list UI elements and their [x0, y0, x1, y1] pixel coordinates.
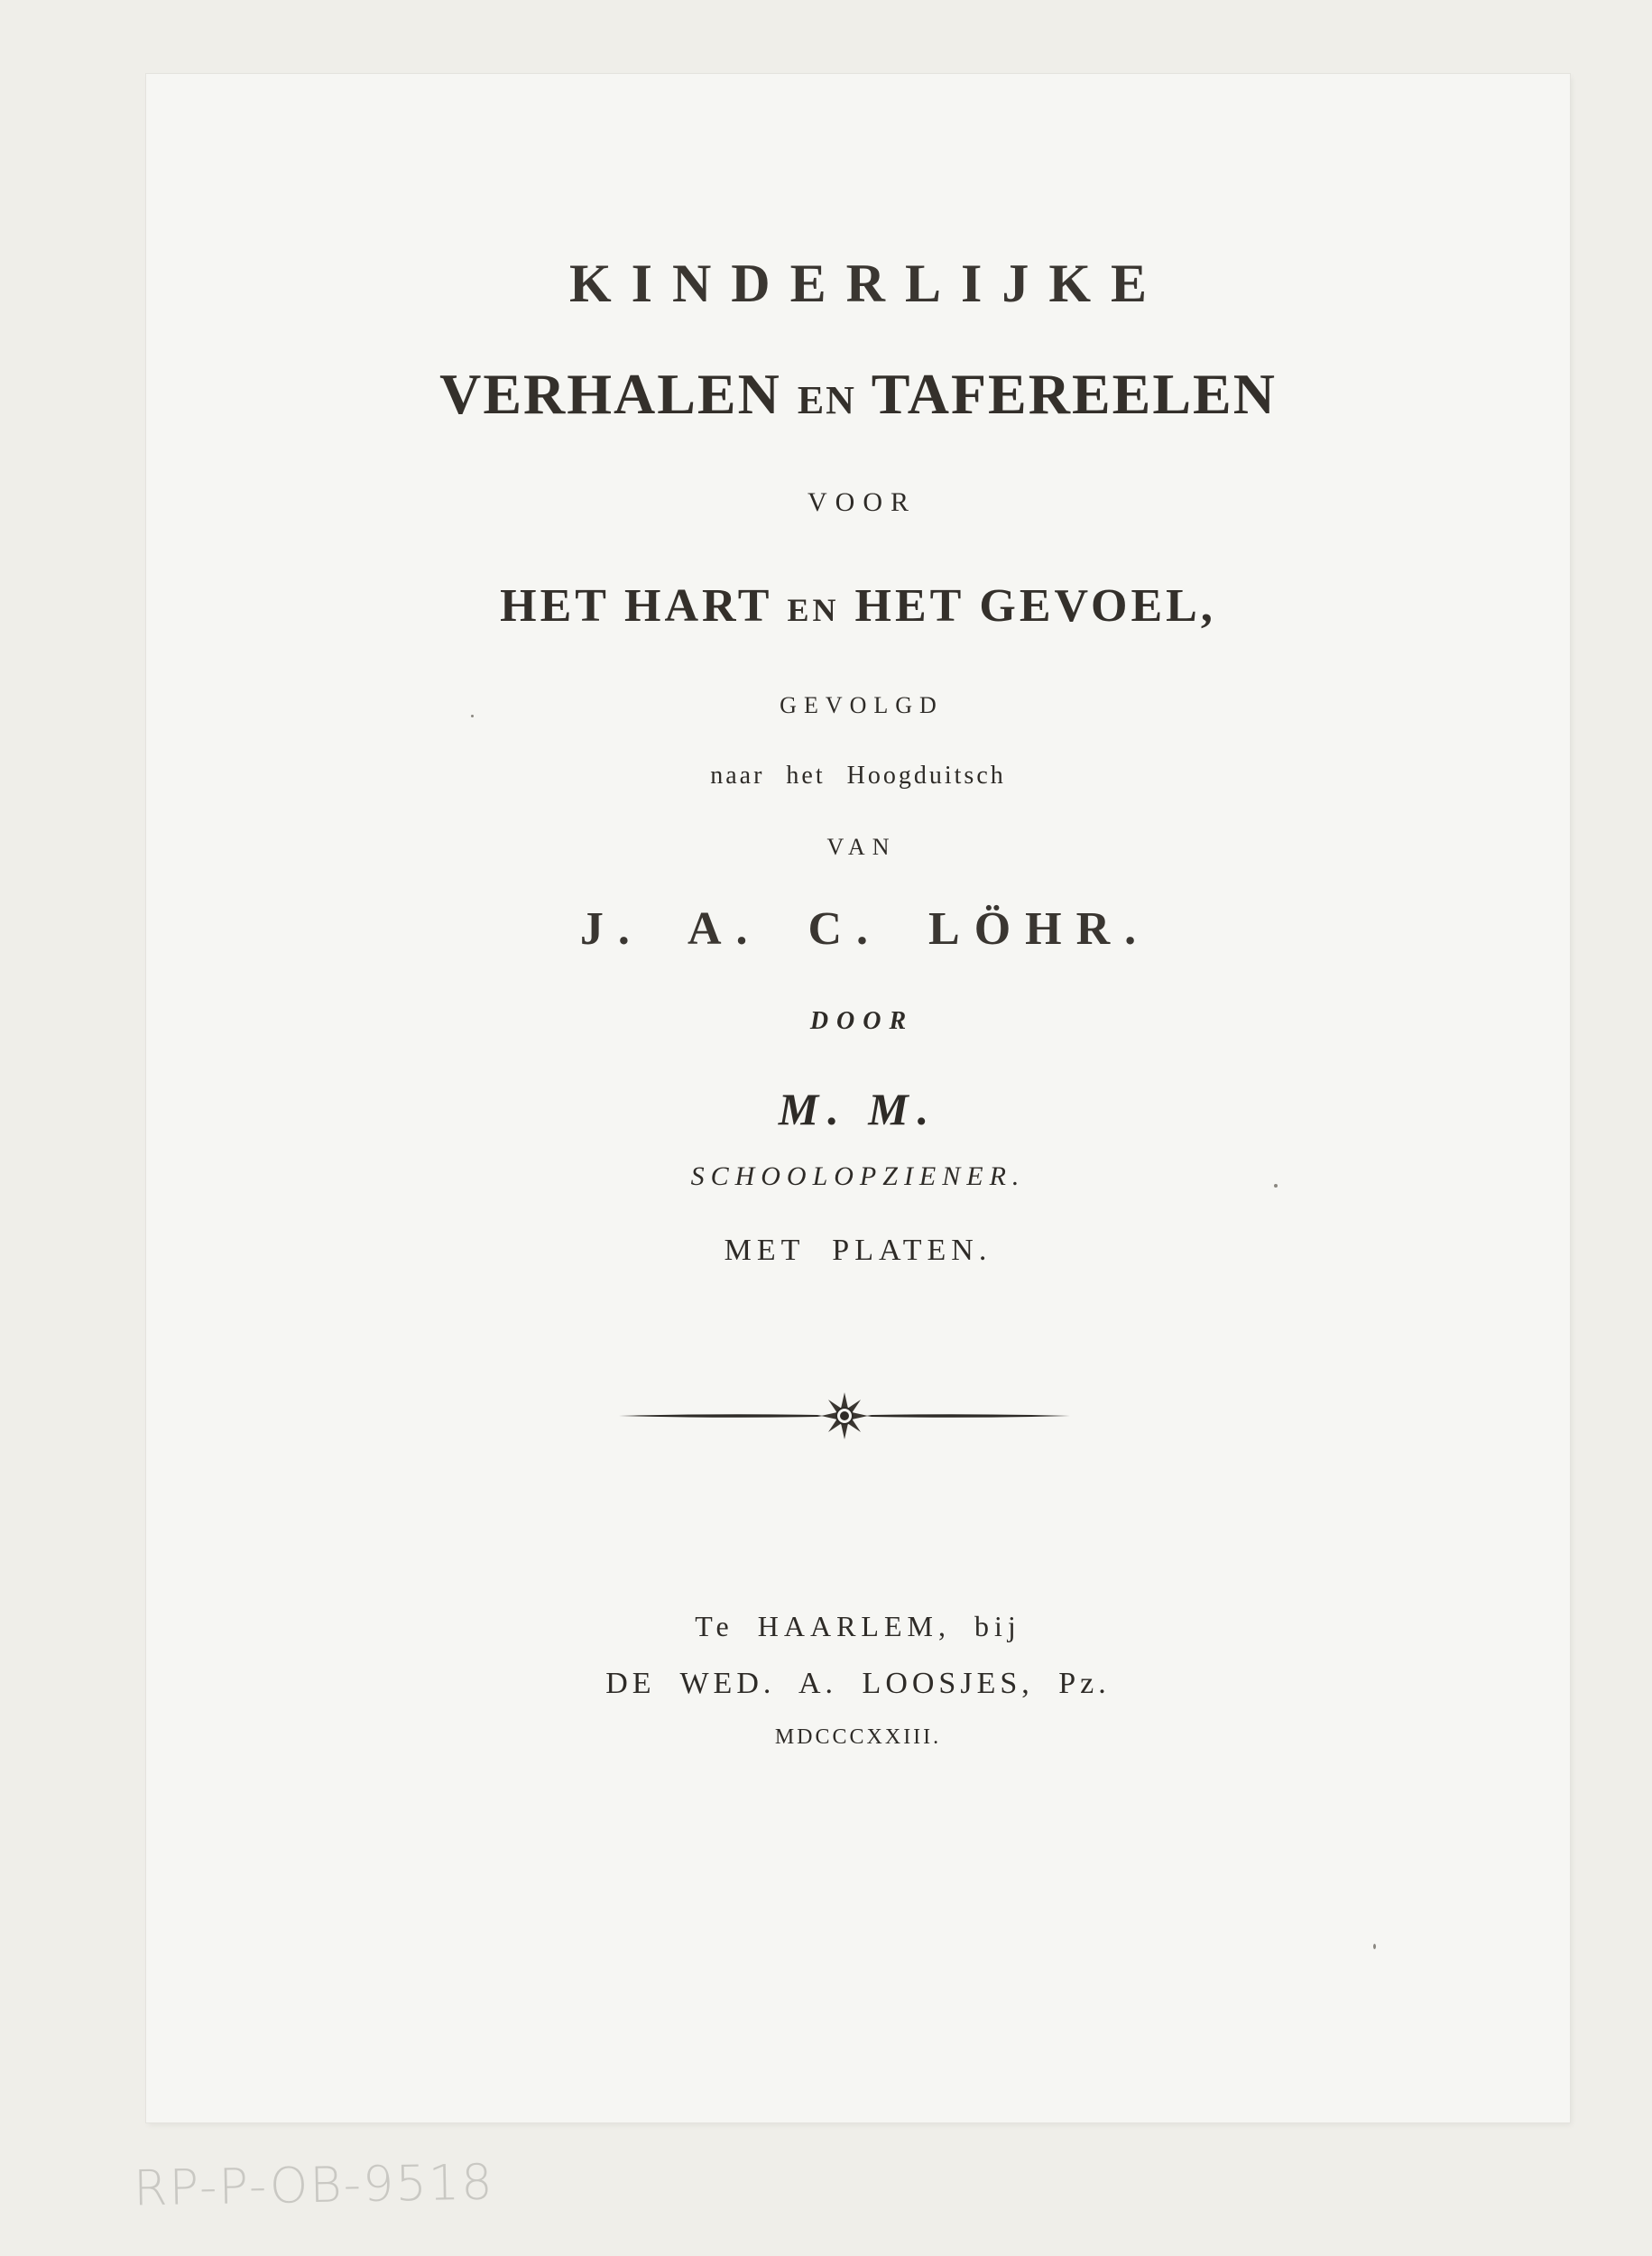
subtitle-het-hart: HET HART [500, 580, 772, 632]
sunburst-rule-ornament-icon [619, 1387, 1070, 1445]
imprint-year: MDCCCXXIII. [774, 1725, 942, 1749]
naar-line: naar het Hoogduitsch [710, 762, 1006, 790]
paper-speck [471, 715, 474, 717]
subtitle-het-gevoel: HET GEVOEL, [854, 580, 1216, 632]
van-line: VAN [826, 834, 897, 860]
title-page-sheet [146, 74, 1570, 2122]
subtitle-en: EN [787, 592, 840, 628]
title-line-1: KINDERLIJKE [568, 254, 1167, 313]
accession-number: RP-P-OB-9518 [133, 2153, 495, 2217]
title-en: EN [797, 378, 856, 422]
subtitle-line [146, 579, 1570, 633]
author-name: J. A. C. LÖHR. [579, 903, 1151, 955]
title-line-2 [146, 361, 1570, 428]
imprint-place: Te HAARLEM, bij [695, 1610, 1021, 1642]
voor-line: VOOR [807, 487, 917, 517]
translator-initials: M. M. [778, 1084, 938, 1134]
door-line: DOOR [809, 1007, 915, 1035]
paper-speck [1373, 1944, 1376, 1949]
title-tafereelen: TAFEREELEN [871, 362, 1277, 426]
gevolgd-line: GEVOLGD [780, 692, 944, 718]
translator-title: SCHOOLOPZIENER. [690, 1161, 1026, 1191]
paper-speck [1274, 1184, 1278, 1188]
title-verhalen: VERHALEN [439, 362, 781, 426]
imprint-publisher: DE WED. A. LOOSJES, Pz. [605, 1667, 1111, 1700]
plates-line: MET PLATEN. [724, 1234, 992, 1267]
